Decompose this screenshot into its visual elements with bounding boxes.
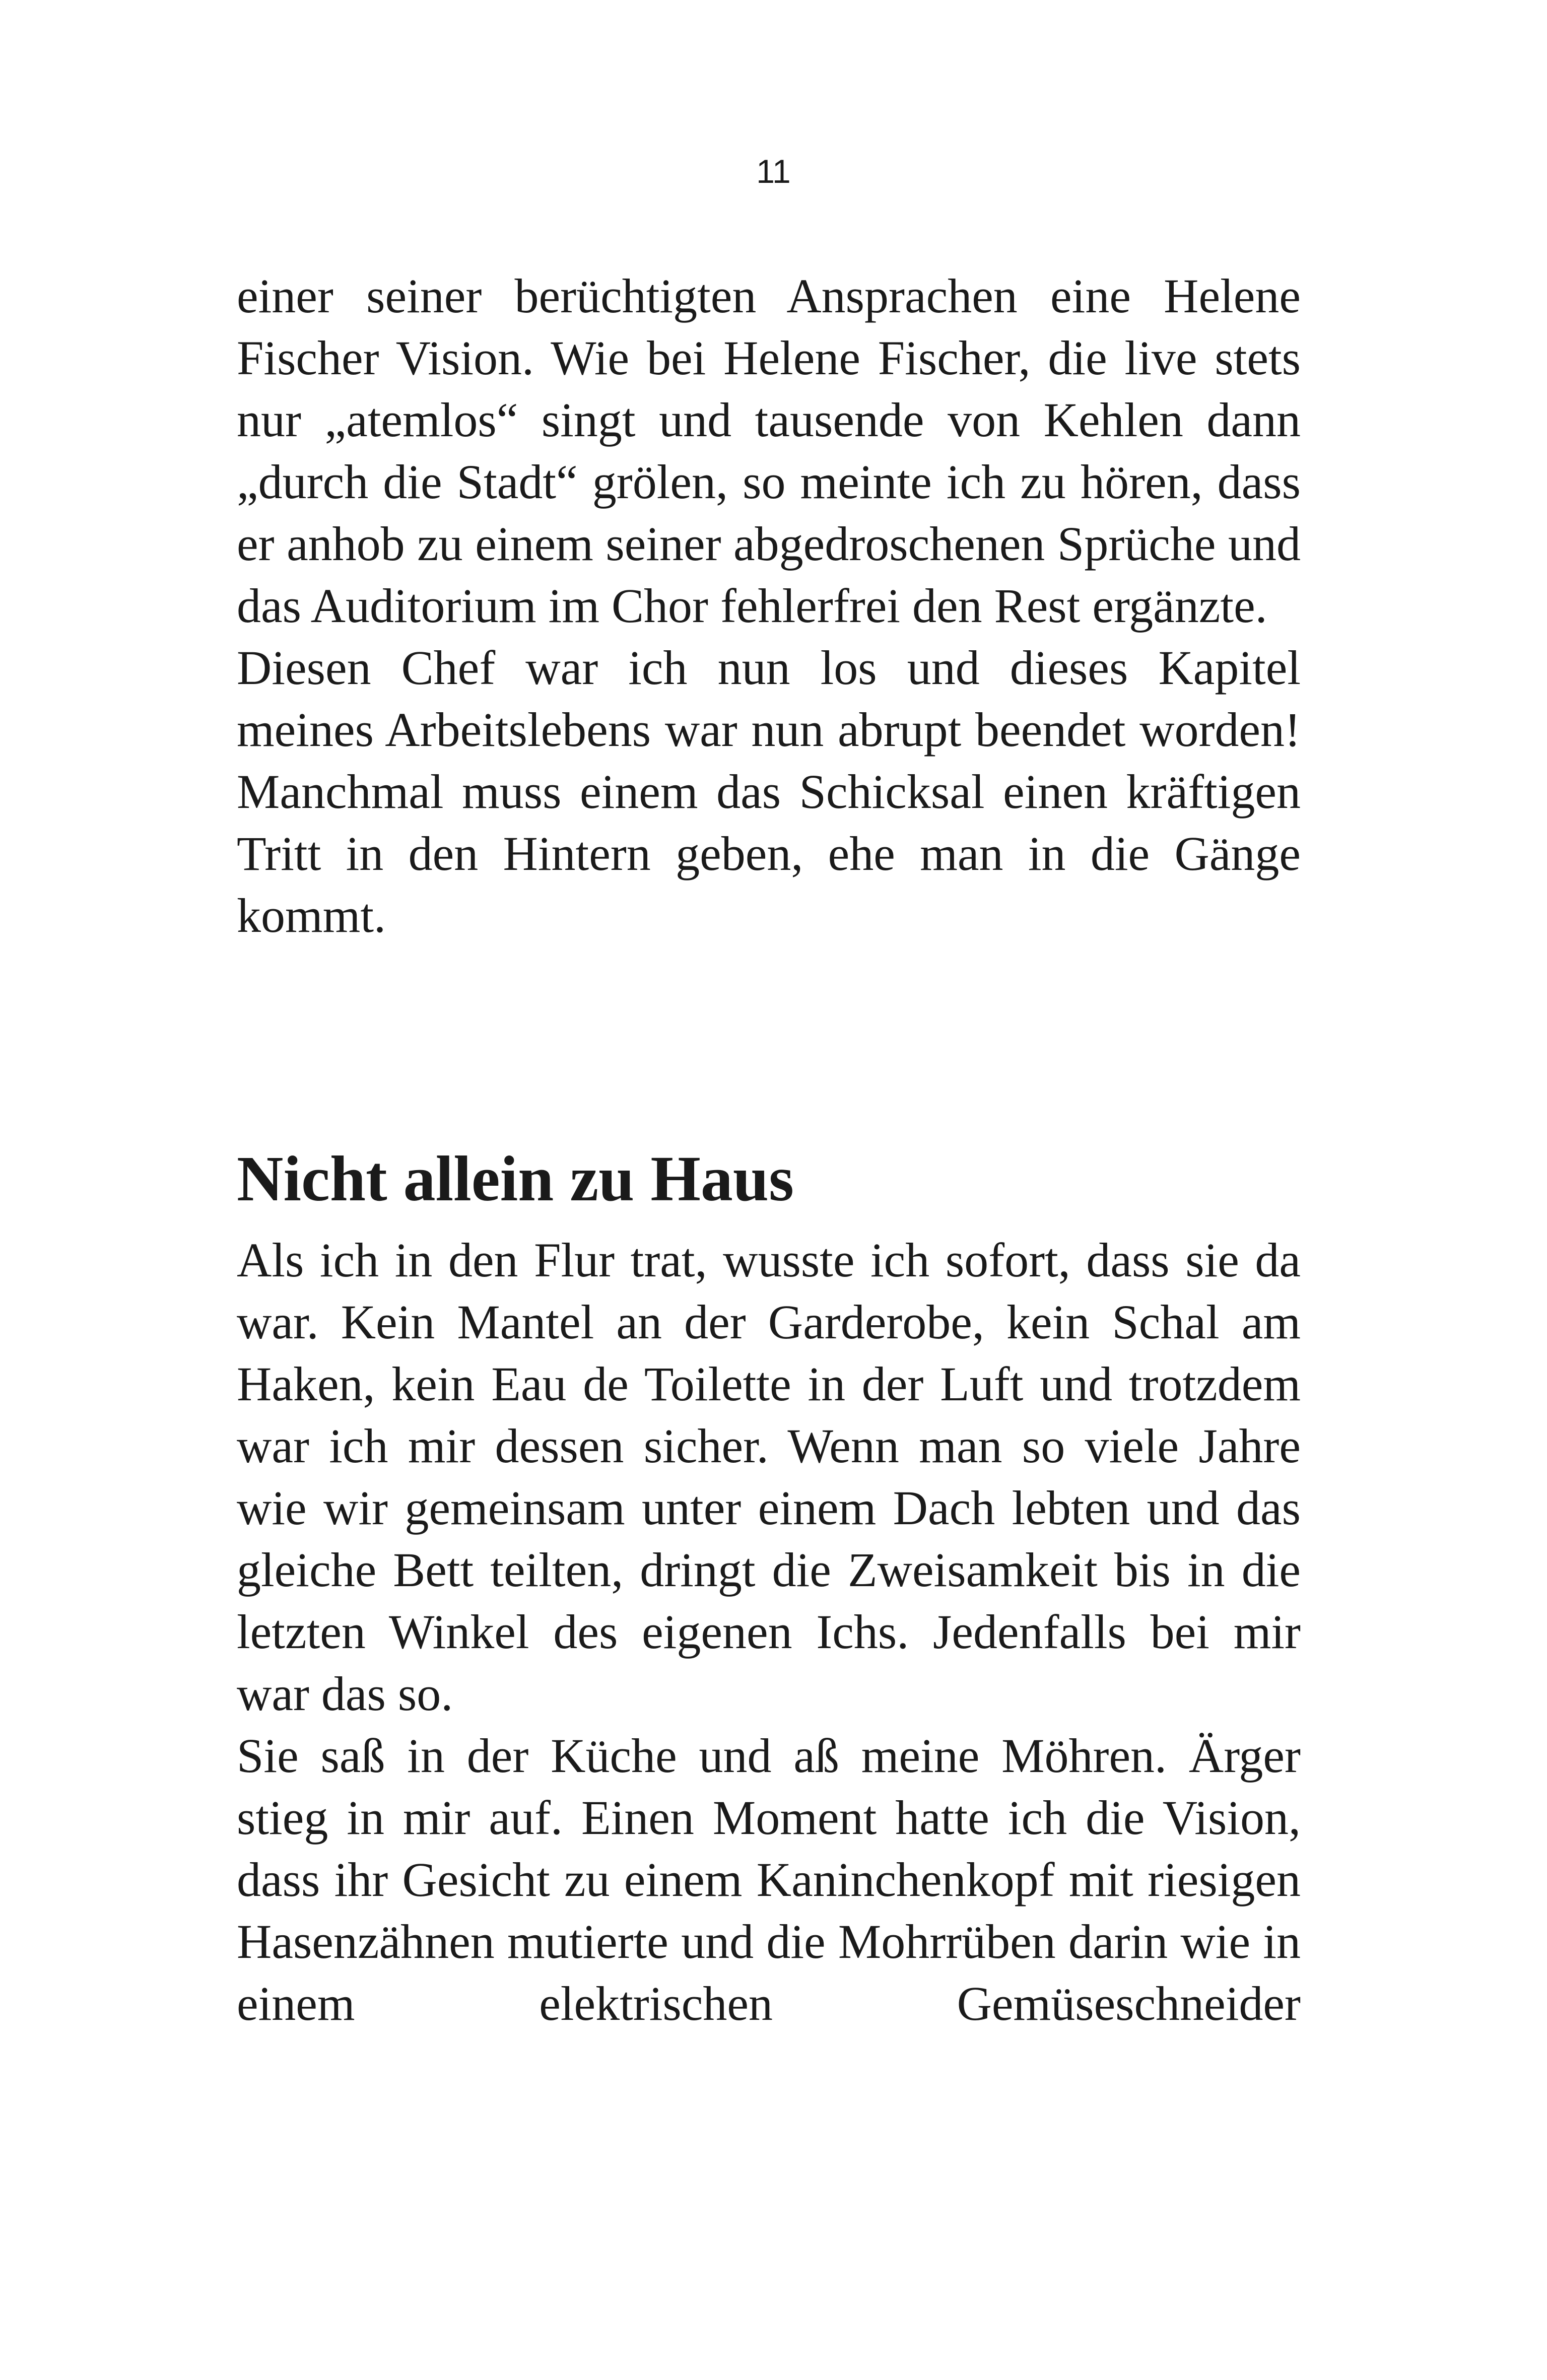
section-heading: Nicht allein zu Haus [237,1143,794,1214]
paragraph: Als ich in den Flur trat, wusste ich sofort, dass sie da war. Kein Mantel an der Garderobe, kein Schal am Haken, kein Eau de Toilette in der Luft und trotzdem war ich mir dessen sicher. Wenn man so viele Jahre wie wir gemeinsam unter einem Dach lebten und das gleiche Bett teilten, dringt die Zweisamkeit bis in die letzten Winkel des eigenen Ichs. Jedenfalls bei mir war das so. [237,1233,1301,1721]
paragraph: Sie saß in der Küche und aß meine Möhren. Ärger stieg in mir auf. Einen Moment hatte ich die Vision, dass ihr Gesicht zu einem Kaninchenkopf mit riesigen Hasenzähnen mutierte und die Mohrrüben darin wie in einem elektrischen Gemüseschneider [237,1729,1301,2030]
section-2-body [237,1229,1301,2034]
paragraph: Diesen Chef war ich nun los und dieses Kapitel meines Arbeitslebens war nun abrupt beendet worden! Manchmal muss einem das Schicksal einen kräftigen Tritt in den Hintern geben, ehe man in die Gänge kommt. [237,641,1301,942]
paragraph: einer seiner berüchtigten Ansprachen eine Helene Fischer Vision. Wie bei Helene Fischer, die live stets nur „atemlos“ singt und tausende von Kehlen dann „durch die Stadt“ grölen, so meinte ich zu hören, dass er anhob zu einem seiner abgedroschenen Sprüche und das Auditorium im Chor fehlerfrei den Rest ergänzte. [237,269,1301,633]
section-1-body [237,265,1301,946]
page-number: 11 [756,153,791,190]
